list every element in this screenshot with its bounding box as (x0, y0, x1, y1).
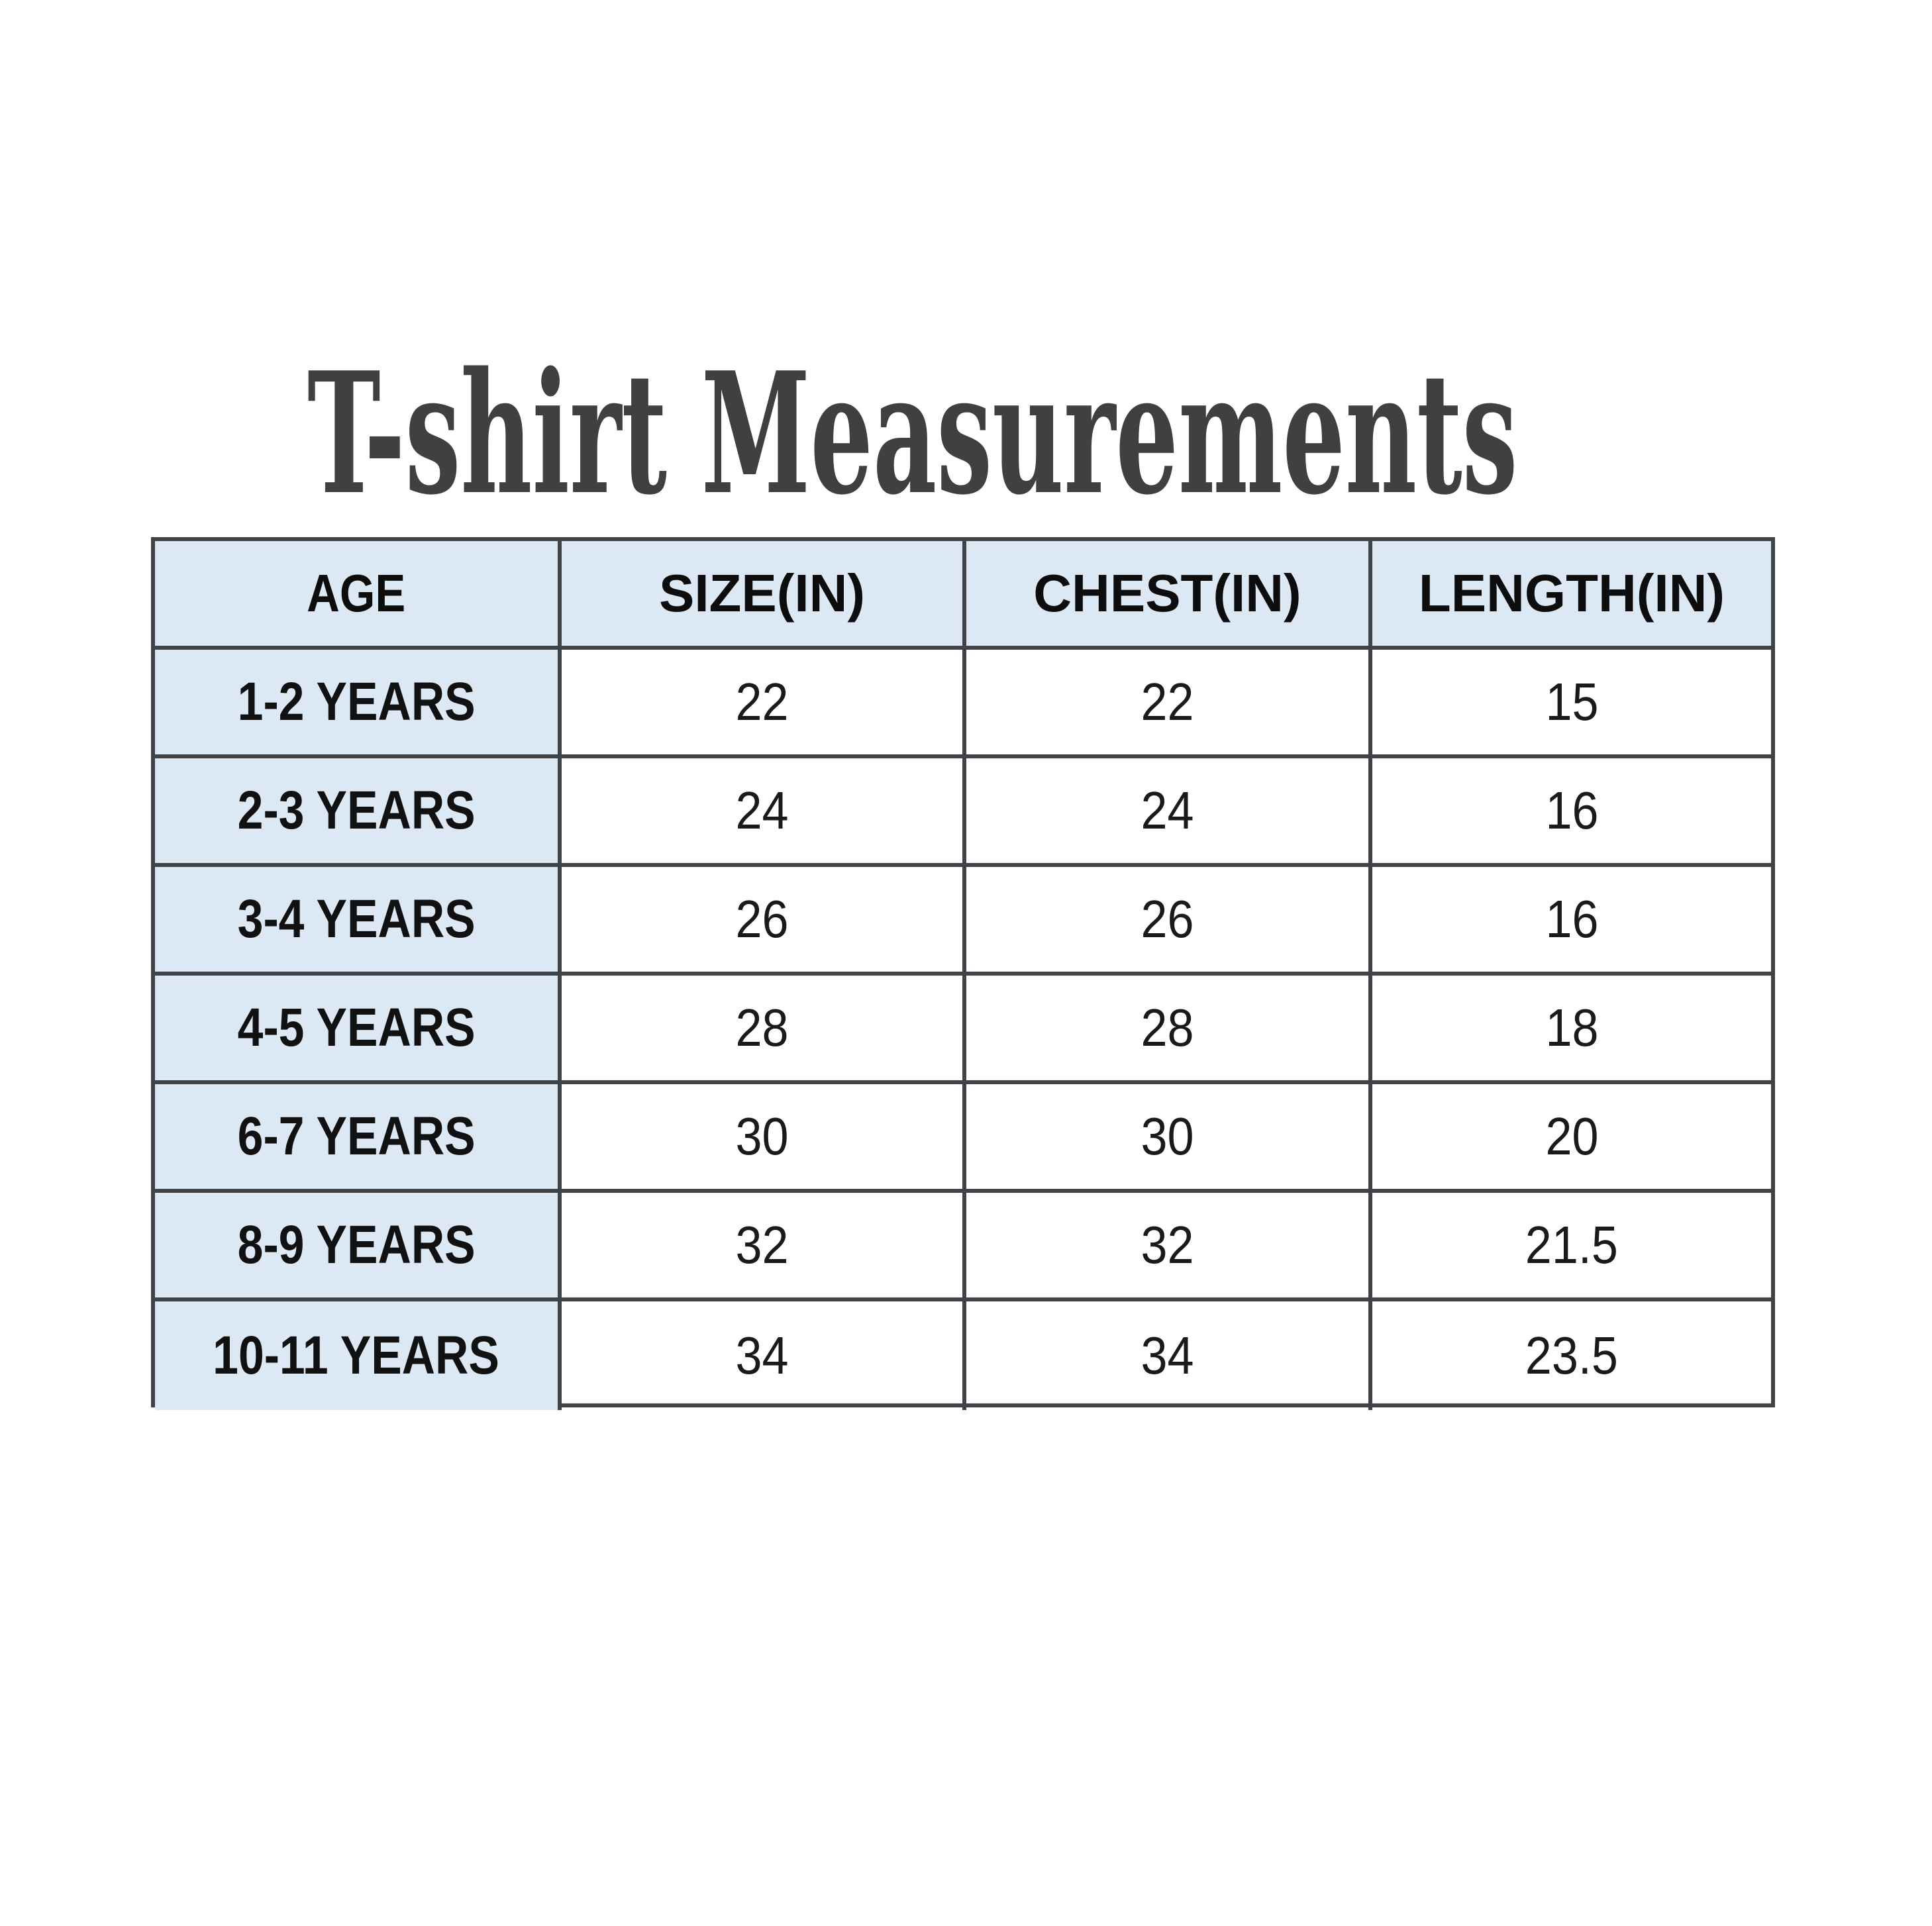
size-chart-table (151, 537, 1775, 1407)
header-label-chest: CHEST(IN) (1033, 564, 1301, 623)
page-title: T-shirt Measurements (307, 336, 1518, 532)
chest-cell (966, 758, 1372, 867)
chest-cell (966, 1193, 1372, 1301)
chest-cell (966, 1301, 1372, 1410)
size-cell (562, 1301, 966, 1410)
chest-cell (966, 976, 1372, 1084)
size-value: 28 (735, 998, 789, 1057)
chest-cell (966, 650, 1372, 758)
header-label-size: SIZE(IN) (658, 564, 866, 623)
header-cell-length (1372, 541, 1771, 650)
table-row-age-cell (155, 1084, 562, 1193)
chest-value: 24 (1141, 781, 1194, 840)
length-value: 16 (1545, 781, 1599, 840)
size-value: 30 (735, 1107, 789, 1166)
length-value: 15 (1545, 672, 1599, 731)
table-row-age-cell (155, 976, 562, 1084)
size-cell (562, 758, 966, 867)
chest-cell (966, 1084, 1372, 1193)
chest-value: 30 (1141, 1107, 1194, 1166)
size-cell (562, 976, 966, 1084)
age-label: 3-4 YEARS (237, 889, 476, 949)
table-row-age-cell (155, 650, 562, 758)
length-cell (1372, 1193, 1771, 1301)
table-row-age-cell (155, 1193, 562, 1301)
length-cell (1372, 1301, 1771, 1410)
age-label: 10-11 YEARS (213, 1325, 500, 1386)
size-value: 32 (735, 1215, 789, 1274)
length-cell (1372, 758, 1771, 867)
length-value: 23.5 (1525, 1326, 1619, 1385)
header-cell-chest (966, 541, 1372, 650)
size-cell (562, 1193, 966, 1301)
size-cell (562, 650, 966, 758)
length-cell (1372, 976, 1771, 1084)
size-value: 22 (735, 672, 789, 731)
chest-value: 28 (1141, 998, 1194, 1057)
length-value: 21.5 (1525, 1215, 1619, 1274)
table-row-age-cell (155, 758, 562, 867)
size-value: 26 (735, 889, 789, 948)
length-value: 18 (1545, 998, 1599, 1057)
length-cell (1372, 1084, 1771, 1193)
table-row-age-cell (155, 1301, 562, 1410)
chest-value: 34 (1141, 1326, 1194, 1385)
length-value: 16 (1545, 889, 1599, 948)
age-label: 8-9 YEARS (237, 1215, 476, 1275)
header-cell-size (562, 541, 966, 650)
header-label-age: AGE (307, 564, 406, 623)
size-value: 24 (735, 781, 789, 840)
size-cell (562, 867, 966, 976)
header-label-length: LENGTH(IN) (1418, 564, 1725, 623)
age-label: 1-2 YEARS (237, 672, 476, 732)
size-cell (562, 1084, 966, 1193)
table-row-age-cell (155, 867, 562, 976)
age-label: 2-3 YEARS (237, 780, 476, 840)
chest-value: 22 (1141, 672, 1194, 731)
age-label: 4-5 YEARS (237, 997, 476, 1058)
length-value: 20 (1545, 1107, 1599, 1166)
chest-cell (966, 867, 1372, 976)
size-value: 34 (735, 1326, 789, 1385)
age-label: 6-7 YEARS (237, 1106, 476, 1166)
chest-value: 32 (1141, 1215, 1194, 1274)
header-cell-age (155, 541, 562, 650)
length-cell (1372, 867, 1771, 976)
chest-value: 26 (1141, 889, 1194, 948)
length-cell (1372, 650, 1771, 758)
